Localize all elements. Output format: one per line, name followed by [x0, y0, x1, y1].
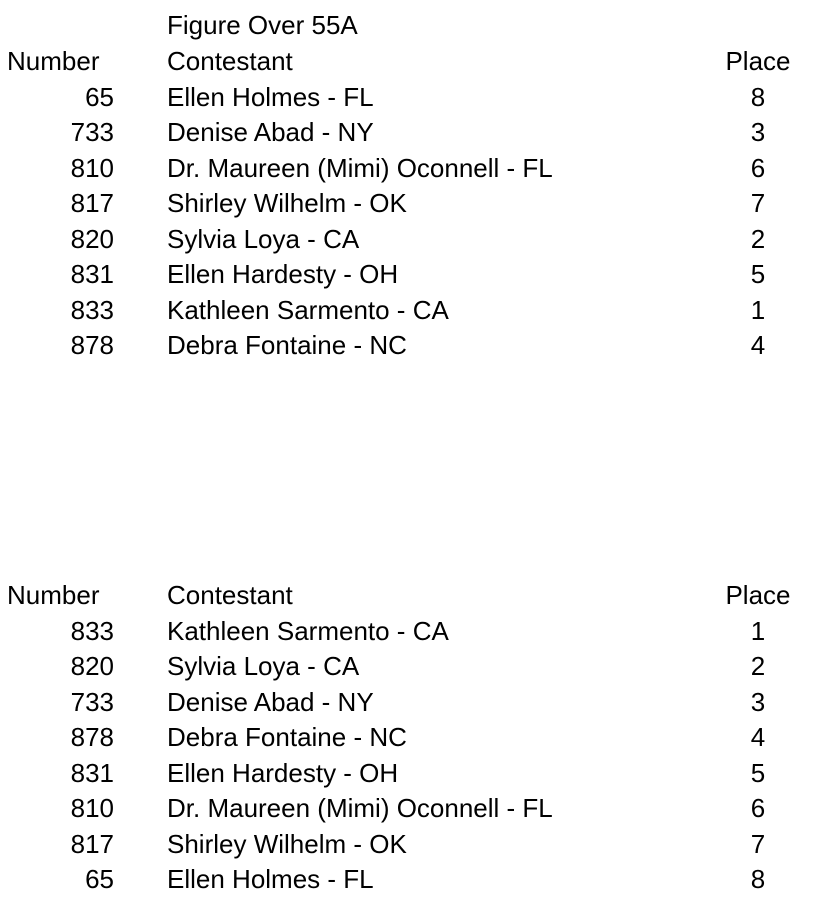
cell-number: 733 [70, 117, 114, 147]
cell-contestant: Ellen Holmes - FL [167, 81, 374, 112]
cell-contestant: Debra Fontaine - NC [167, 330, 407, 360]
table-row [0, 115, 839, 151]
cell-contestant: Ellen Holmes - FL [167, 864, 374, 894]
cell-place: 2 [750, 223, 766, 254]
cell-contestant: Kathleen Sarmento - CA [167, 615, 449, 646]
table-row [0, 328, 839, 364]
column-header-place: Place [725, 580, 791, 610]
cell-place: 1 [750, 294, 766, 325]
table-row [0, 862, 839, 898]
cell-contestant: Dr. Maureen (Mimi) Oconnell - FL [167, 793, 553, 823]
table-row [0, 293, 839, 329]
cell-contestant: Ellen Hardesty - OH [167, 259, 399, 289]
cell-number: 833 [70, 294, 114, 325]
table-body [0, 614, 839, 898]
cell-contestant: Denise Abad - NY [167, 117, 374, 147]
cell-place: 4 [750, 722, 766, 752]
table-header-row [0, 44, 839, 80]
cell-number: 65 [85, 864, 114, 894]
column-header-place: Place [725, 46, 791, 76]
cell-number: 810 [70, 793, 114, 823]
cell-contestant: Kathleen Sarmento - CA [167, 294, 449, 325]
cell-number: 65 [85, 81, 114, 112]
table-header-row [0, 578, 839, 614]
table-title: Figure Over 55A [167, 10, 358, 40]
cell-number: 831 [70, 757, 114, 788]
column-header-number: Number [7, 580, 100, 610]
results-table-by-number [0, 44, 839, 364]
cell-place: 8 [750, 864, 766, 894]
cell-contestant: Shirley Wilhelm - OK [167, 828, 407, 859]
cell-place: 6 [750, 793, 766, 823]
cell-contestant: Shirley Wilhelm - OK [167, 188, 407, 218]
table-body [0, 80, 839, 364]
cell-number: 810 [70, 152, 114, 183]
cell-place: 7 [750, 828, 766, 859]
cell-place: 3 [750, 117, 766, 147]
cell-contestant: Dr. Maureen (Mimi) Oconnell - FL [167, 152, 553, 183]
table-row [0, 614, 839, 650]
cell-place: 1 [750, 615, 766, 646]
cell-number: 817 [70, 188, 114, 218]
table-row [0, 80, 839, 116]
table-row [0, 827, 839, 863]
cell-contestant: Sylvia Loya - CA [167, 651, 360, 681]
column-header-contestant: Contestant [167, 580, 293, 610]
table-row [0, 186, 839, 222]
cell-number: 817 [70, 828, 114, 859]
results-table-by-place [0, 578, 839, 898]
cell-place: 8 [750, 81, 766, 112]
table-row [0, 756, 839, 792]
cell-contestant: Denise Abad - NY [167, 686, 374, 717]
cell-place: 6 [750, 152, 766, 183]
table-row [0, 791, 839, 827]
table-row [0, 720, 839, 756]
column-header-contestant: Contestant [167, 46, 293, 76]
cell-place: 5 [750, 259, 766, 289]
cell-contestant: Sylvia Loya - CA [167, 223, 360, 254]
table-row [0, 685, 839, 721]
cell-place: 2 [750, 651, 766, 681]
cell-contestant: Ellen Hardesty - OH [167, 757, 399, 788]
table-row [0, 649, 839, 685]
cell-number: 831 [70, 259, 114, 289]
cell-number: 820 [70, 223, 114, 254]
cell-number: 833 [70, 615, 114, 646]
cell-contestant: Debra Fontaine - NC [167, 722, 407, 752]
cell-place: 7 [750, 188, 766, 218]
cell-number: 733 [70, 686, 114, 717]
table-row [0, 151, 839, 187]
cell-place: 5 [750, 757, 766, 788]
cell-number: 878 [70, 330, 114, 360]
cell-place: 3 [750, 686, 766, 717]
cell-place: 4 [750, 330, 766, 360]
table-row [0, 257, 839, 293]
cell-number: 820 [70, 651, 114, 681]
column-header-number: Number [7, 46, 100, 76]
table-row [0, 222, 839, 258]
cell-number: 878 [70, 722, 114, 752]
